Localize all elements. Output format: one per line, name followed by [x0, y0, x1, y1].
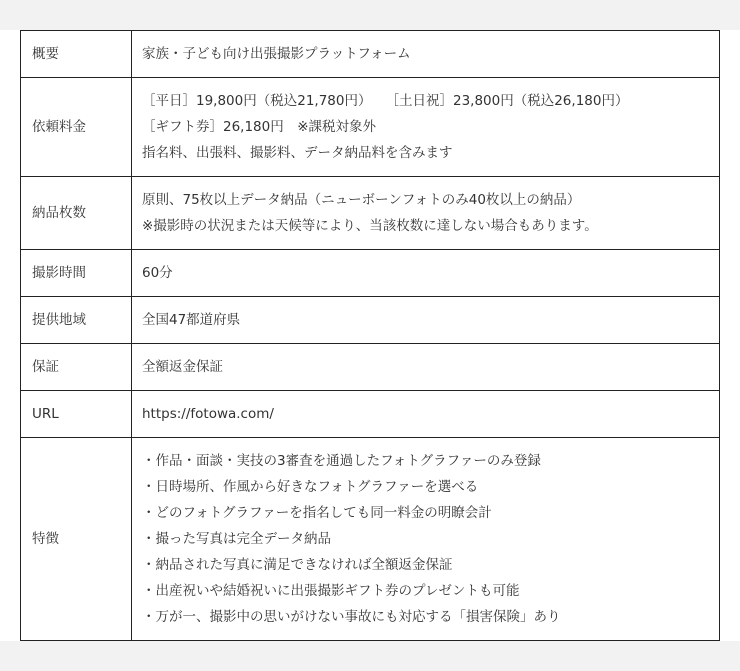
service-spec-table	[20, 30, 720, 641]
fee-weekend: ［土日祝］23,800円（税込26,180円）	[385, 93, 629, 109]
row-value-guarantee: 全額返金保証	[132, 344, 720, 391]
table-row-overview	[21, 31, 720, 78]
row-label-area: 提供地域	[21, 297, 132, 344]
table-row-count	[21, 177, 720, 250]
row-label-features: 特徴	[21, 438, 132, 641]
table-row-area	[21, 297, 720, 344]
fee-gift: ［ギフト券］26,180円 ※課税対象外	[142, 119, 377, 135]
fee-note: 指名料、出張料、撮影料、データ納品料を含みます	[142, 145, 453, 161]
row-label-time: 撮影時間	[21, 250, 132, 297]
count-line-2: ※撮影時の状況または天候等により、当該枚数に達しない場合もあります。	[142, 218, 598, 234]
feature-item: ・日時場所、作風から好きなフォトグラファーを選べる	[142, 479, 479, 495]
feature-item: ・出産祝いや結婚祝いに出張撮影ギフト券のプレゼントも可能	[142, 583, 520, 599]
row-value-features	[132, 438, 720, 641]
feature-item: ・納品された写真に満足できなければ全額返金保証	[142, 557, 453, 573]
row-label-guarantee: 保証	[21, 344, 132, 391]
row-label-count: 納品枚数	[21, 177, 132, 250]
table-row-url	[21, 391, 720, 438]
row-value-time: 60分	[132, 250, 720, 297]
table-row-fee	[21, 78, 720, 177]
row-value-area: 全国47都道府県	[132, 297, 720, 344]
row-label-fee: 依頼料金	[21, 78, 132, 177]
feature-item: ・万が一、撮影中の思いがけない事故にも対応する「損害保険」あり	[142, 609, 561, 625]
table-row-time	[21, 250, 720, 297]
table-row-features	[21, 438, 720, 641]
feature-item: ・撮った写真は完全データ納品	[142, 531, 331, 547]
feature-item: ・作品・面談・実技の3審査を通過したフォトグラファーのみ登録	[142, 453, 541, 469]
feature-item: ・どのフォトグラファーを指名しても同一料金の明瞭会計	[142, 505, 492, 521]
row-label-overview: 概要	[21, 31, 132, 78]
row-label-url: URL	[21, 391, 132, 438]
count-line-1: 原則、75枚以上データ納品（ニューボーンフォトのみ40枚以上の納品）	[142, 192, 581, 208]
row-value-count	[132, 177, 720, 250]
row-value-url: https://fotowa.com/	[132, 391, 720, 438]
fee-weekday: ［平日］19,800円（税込21,780円）	[142, 93, 372, 109]
row-value-fee	[132, 78, 720, 177]
table-row-guarantee	[21, 344, 720, 391]
row-value-overview: 家族・子ども向け出張撮影プラットフォーム	[132, 31, 720, 78]
content-area	[0, 30, 740, 641]
fee-line-prices	[142, 88, 709, 114]
